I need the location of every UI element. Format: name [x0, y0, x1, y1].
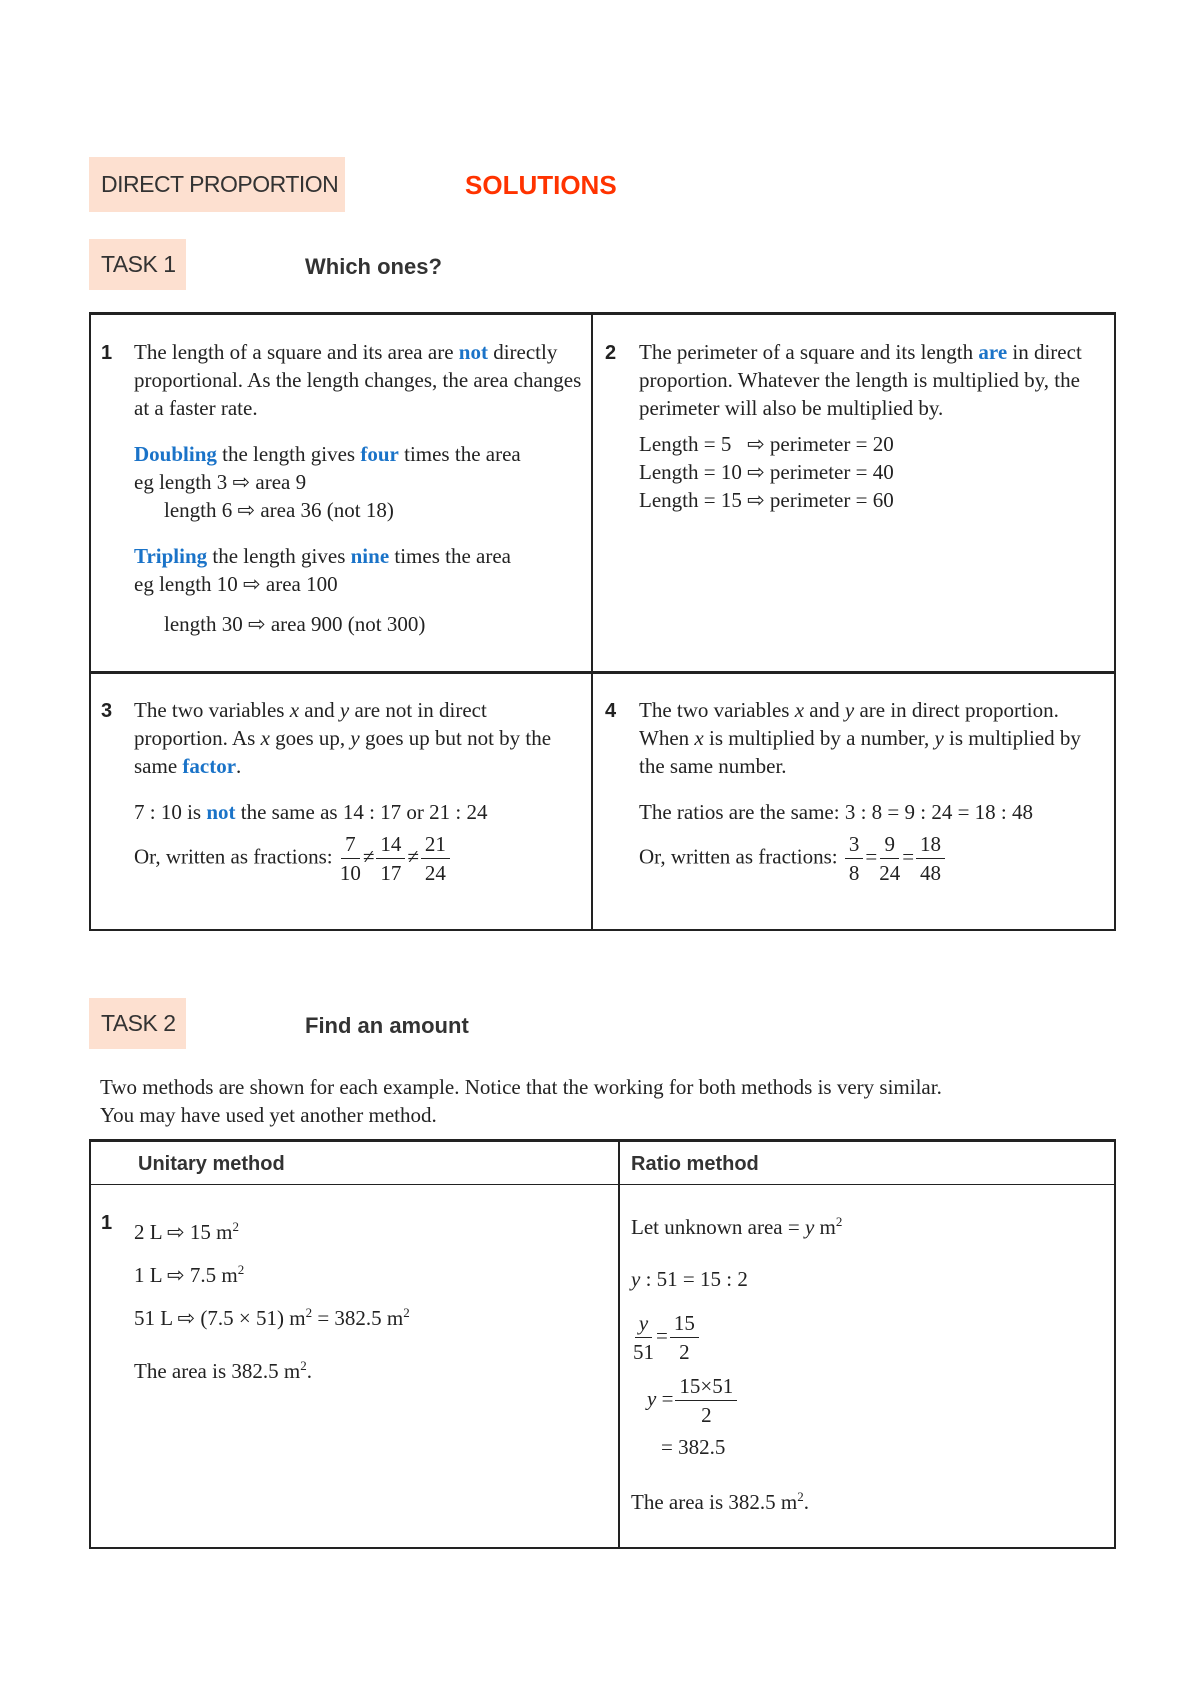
divider — [89, 671, 1116, 674]
task1-tag: TASK 1 — [89, 239, 186, 290]
item-number: 3 — [101, 700, 113, 722]
fraction: $\frac{7}{10}$ — [339, 832, 361, 885]
item-number: 1 — [101, 1212, 113, 1234]
divider — [89, 1184, 1116, 1185]
cell-1: The length of a square and its area are not directly proportional. As the length changes, the area changes at a faster rate. Doubling the length gives four times the area eg length 3 ⇨ area 9 length 6 ⇨ area 36 (not 18) Tripling the length gives nine times the area eg length 10 ⇨ area 100 length 30 ⇨ area 900 (not 300) — [134, 340, 582, 636]
fraction: $\frac{14}{17}$ — [376, 830, 405, 887]
fraction: $\frac{3}{8}$ — [845, 830, 864, 887]
fraction-row: Or, written as fractions: $\frac{3}{8}$ = $\frac{9}{24}$ = $\frac{18}{48}$ — [639, 830, 1104, 887]
cell-2: The perimeter of a square and its length are in direct proportion. Whatever the length is multiplied by, the perimeter will also be multiplied by. Length = 5 ⇨ perimeter = 20 Length = 10 ⇨ perimeter = 40 Length = 15 ⇨ perimeter = 60 — [639, 340, 1082, 512]
column-header: Ratio method — [631, 1153, 759, 1175]
fraction: $\frac{21}{24}$ — [421, 830, 450, 887]
fraction: $\frac{18}{48}$ — [916, 830, 945, 887]
task2-tag: TASK 2 — [89, 998, 186, 1049]
task2-subtitle: Find an amount — [305, 1013, 469, 1038]
cell-3: The two variables x and y are not in direct proportion. As x goes up, y goes up but not by the same factor. 7 : 10 is not the same as 14 : 17 or 21 : 24 Or, written as fractions: $\frac{7}{10}$ ≠ $\frac{14}{17}$ ≠ $\frac{21}{24}$ — [134, 696, 584, 887]
item-number: 1 — [101, 342, 113, 364]
divider — [618, 1139, 620, 1549]
fraction: $\frac{y}{51}$ — [633, 1311, 654, 1364]
solutions-heading: SOLUTIONS — [465, 170, 617, 200]
fraction: $\frac{15\times 51}{2}$ — [675, 1372, 737, 1429]
fraction: $\frac{15}{2}$ — [670, 1309, 699, 1366]
cell-4: The two variables x and y are in direct proportion. When x is multiplied by a number, y is multiplied by the same number. The ratios are the same: 3 : 8 = 9 : 24 = 18 : 48 Or, written as fractions: $\frac{3}{8}$ = $\frac{9}{24}$ = $\frac{18}{48}$ — [639, 696, 1104, 887]
title-tag: DIRECT PROPORTION — [89, 157, 345, 212]
item-number: 2 — [605, 342, 617, 364]
unitary-method: 2 L ⇨ 15 $m^2$ 1 L ⇨ 7.5 $m^2$ 51 L ⇨ (7.5 × 51) $m^2 = 382.5$ $m^2$ The area is 382.5 $m^2$. — [134, 1219, 410, 1383]
ratio-method: Let unknown area = y $m^2$ y : 51 = 15 : 2 $\frac{y}{51}$ = $\frac{15}{2}$ y = $\frac{15\times 51}{2}$ = 382.5 The area is 382.5 $m^2$. — [631, 1214, 843, 1514]
item-number: 4 — [605, 700, 617, 722]
divider — [591, 312, 593, 931]
fraction-row: Or, written as fractions: $\frac{7}{10}$ ≠ $\frac{14}{17}$ ≠ $\frac{21}{24}$ — [134, 830, 584, 887]
task1-subtitle: Which ones? — [305, 254, 442, 279]
fraction: $\frac{9}{24}$ — [879, 832, 901, 885]
column-header: Unitary method — [138, 1153, 285, 1175]
task2-intro: Two methods are shown for each example. Notice that the working for both methods is very similar. You may have used yet another method. — [100, 1075, 942, 1127]
